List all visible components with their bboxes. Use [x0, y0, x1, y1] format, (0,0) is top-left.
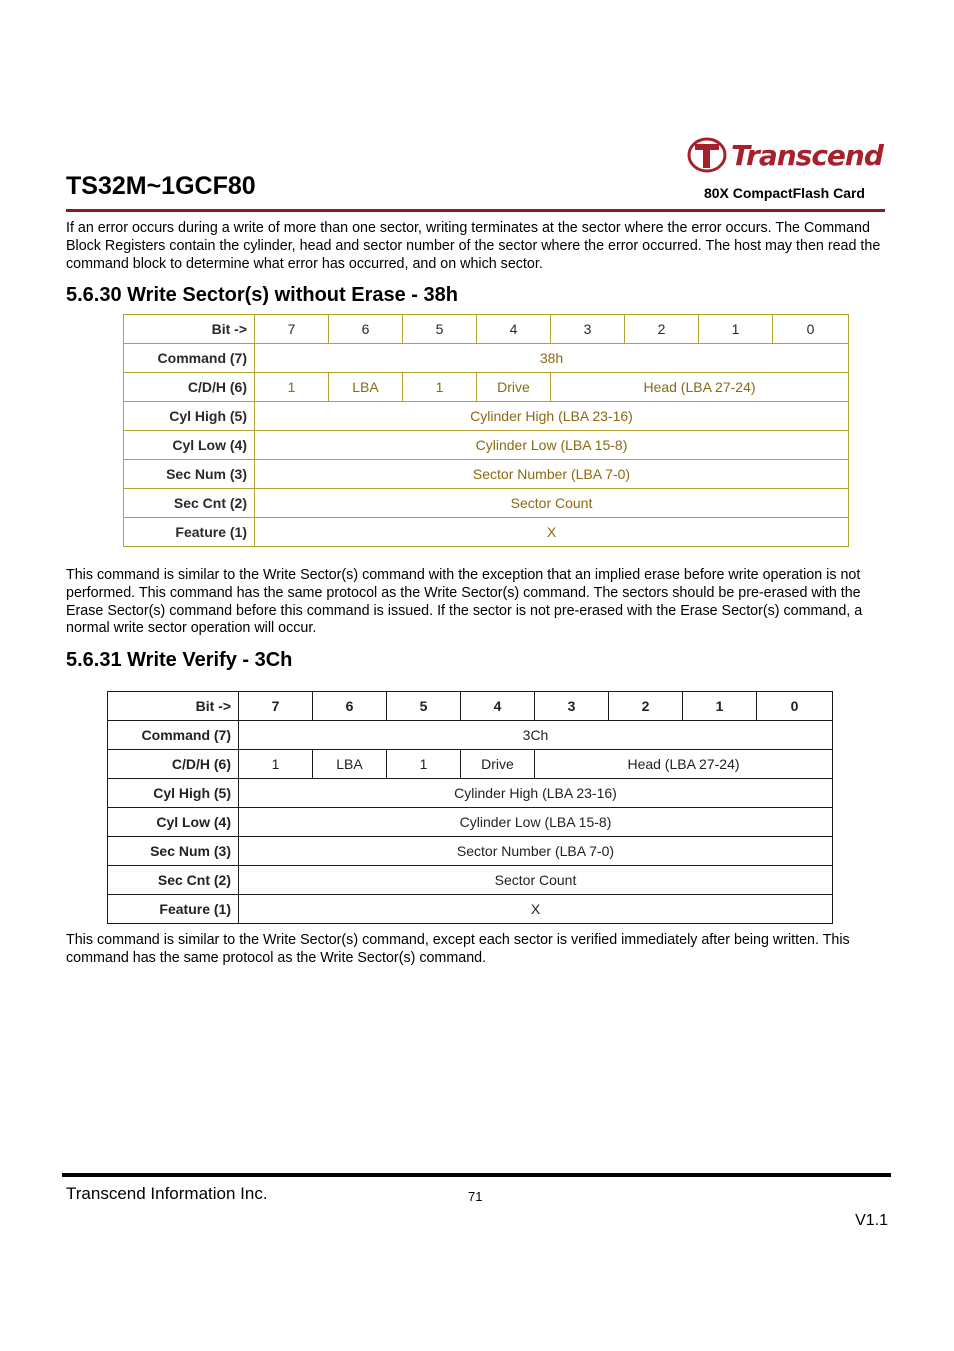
sec-num-row — [124, 460, 849, 489]
header-divider — [66, 209, 885, 212]
cdh-cell: Drive — [477, 373, 551, 402]
row-label: Feature (1) — [108, 895, 239, 924]
cdh-cell: Drive — [461, 750, 535, 779]
bit-cell: 4 — [461, 692, 535, 721]
intro-paragraph: If an error occurs during a write of more than one sector, writing terminates at the sector where the error occurs. The Command Block Registers contain the cylinder, head and sector number of the sector where the error occurred. The host may then read the command block to determine what error has occurred, and on which sector. — [66, 220, 881, 272]
row-label: Sec Cnt (2) — [124, 489, 255, 518]
row-label: Sec Cnt (2) — [108, 866, 239, 895]
document-subtitle: 80X CompactFlash Card — [703, 185, 865, 201]
write-no-erase-paragraph: This command is similar to the Write Sector(s) command with the exception that an implied erase before write operation is not performed. This command has the same protocol as the Write Sector(s) command. The sectors should be pre-erased with the Erase Sector(s) command before this command is issued. If the sector is not pre-erased with the Erase Sector(s) command, a normal write sector operation will occur. — [66, 567, 863, 637]
bit-cell: 2 — [625, 315, 699, 344]
cdh-cell: 1 — [387, 750, 461, 779]
bit-cell: 7 — [239, 692, 313, 721]
feature-row — [124, 518, 849, 547]
sec-cnt-row — [124, 489, 849, 518]
footer-divider — [62, 1173, 891, 1177]
page-number: 71 — [468, 1189, 483, 1204]
cyl-low-value: Cylinder Low (LBA 15-8) — [255, 431, 849, 460]
cyl-low-row — [124, 431, 849, 460]
section-heading-write-no-erase: 5.6.30 Write Sector(s) without Erase - 38h — [66, 284, 458, 306]
bit-cell: 6 — [313, 692, 387, 721]
write-verify-paragraph: This command is similar to the Write Sector(s) command, except each sector is verified immediately after being written. This command has the same protocol as the Write Sector(s) command. — [66, 932, 850, 966]
sec-num-value: Sector Number (LBA 7-0) — [239, 837, 833, 866]
command-value: 3Ch — [239, 721, 833, 750]
sec-cnt-value: Sector Count — [255, 489, 849, 518]
cdh-cell: Head (LBA 27-24) — [535, 750, 833, 779]
cdh-cell: LBA — [313, 750, 387, 779]
brand-name: Transcend — [731, 138, 883, 172]
brand-logo — [687, 135, 883, 175]
bit-cell: 1 — [699, 315, 773, 344]
row-label: Cyl High (5) — [108, 779, 239, 808]
sec-cnt-value: Sector Count — [239, 866, 833, 895]
bit-row — [108, 692, 833, 721]
feature-value: X — [255, 518, 849, 547]
row-label: Sec Num (3) — [124, 460, 255, 489]
bit-cell: 3 — [535, 692, 609, 721]
row-label: Command (7) — [124, 344, 255, 373]
row-label: Cyl Low (4) — [124, 431, 255, 460]
cdh-row — [124, 373, 849, 402]
cdh-row — [108, 750, 833, 779]
bit-cell: 1 — [683, 692, 757, 721]
row-label: Sec Num (3) — [108, 837, 239, 866]
register-table-write-verify — [107, 691, 833, 924]
sec-num-value: Sector Number (LBA 7-0) — [255, 460, 849, 489]
bit-cell: 7 — [255, 315, 329, 344]
row-label: Command (7) — [108, 721, 239, 750]
bit-cell: 0 — [757, 692, 833, 721]
bit-cell: 5 — [403, 315, 477, 344]
cdh-cell: 1 — [255, 373, 329, 402]
bit-cell: 5 — [387, 692, 461, 721]
row-label: C/D/H (6) — [124, 373, 255, 402]
footer-company: Transcend Information Inc. — [66, 1184, 268, 1203]
row-label: Feature (1) — [124, 518, 255, 547]
section-heading-write-verify: 5.6.31 Write Verify - 3Ch — [66, 649, 293, 671]
row-label: Cyl High (5) — [124, 402, 255, 431]
version-label: V1.1 — [855, 1212, 888, 1229]
row-label: C/D/H (6) — [108, 750, 239, 779]
cyl-high-value: Cylinder High (LBA 23-16) — [239, 779, 833, 808]
cdh-cell: Head (LBA 27-24) — [551, 373, 849, 402]
cdh-cell: 1 — [239, 750, 313, 779]
cyl-high-row — [108, 779, 833, 808]
cyl-low-row — [108, 808, 833, 837]
cdh-cell: 1 — [403, 373, 477, 402]
document-title: TS32M~1GCF80 — [66, 172, 256, 200]
register-table-write-no-erase — [123, 314, 849, 547]
feature-row — [108, 895, 833, 924]
cyl-low-value: Cylinder Low (LBA 15-8) — [239, 808, 833, 837]
bit-cell: 2 — [609, 692, 683, 721]
cdh-cell: LBA — [329, 373, 403, 402]
cyl-high-row — [124, 402, 849, 431]
row-label: Bit -> — [124, 315, 255, 344]
bit-cell: 3 — [551, 315, 625, 344]
cyl-high-value: Cylinder High (LBA 23-16) — [255, 402, 849, 431]
bit-cell: 6 — [329, 315, 403, 344]
sec-num-row — [108, 837, 833, 866]
command-value: 38h — [255, 344, 849, 373]
command-row — [124, 344, 849, 373]
bit-row — [124, 315, 849, 344]
bit-cell: 4 — [477, 315, 551, 344]
sec-cnt-row — [108, 866, 833, 895]
row-label: Cyl Low (4) — [108, 808, 239, 837]
command-row — [108, 721, 833, 750]
row-label: Bit -> — [108, 692, 239, 721]
transcend-logo-icon — [687, 136, 727, 174]
feature-value: X — [239, 895, 833, 924]
bit-cell: 0 — [773, 315, 849, 344]
